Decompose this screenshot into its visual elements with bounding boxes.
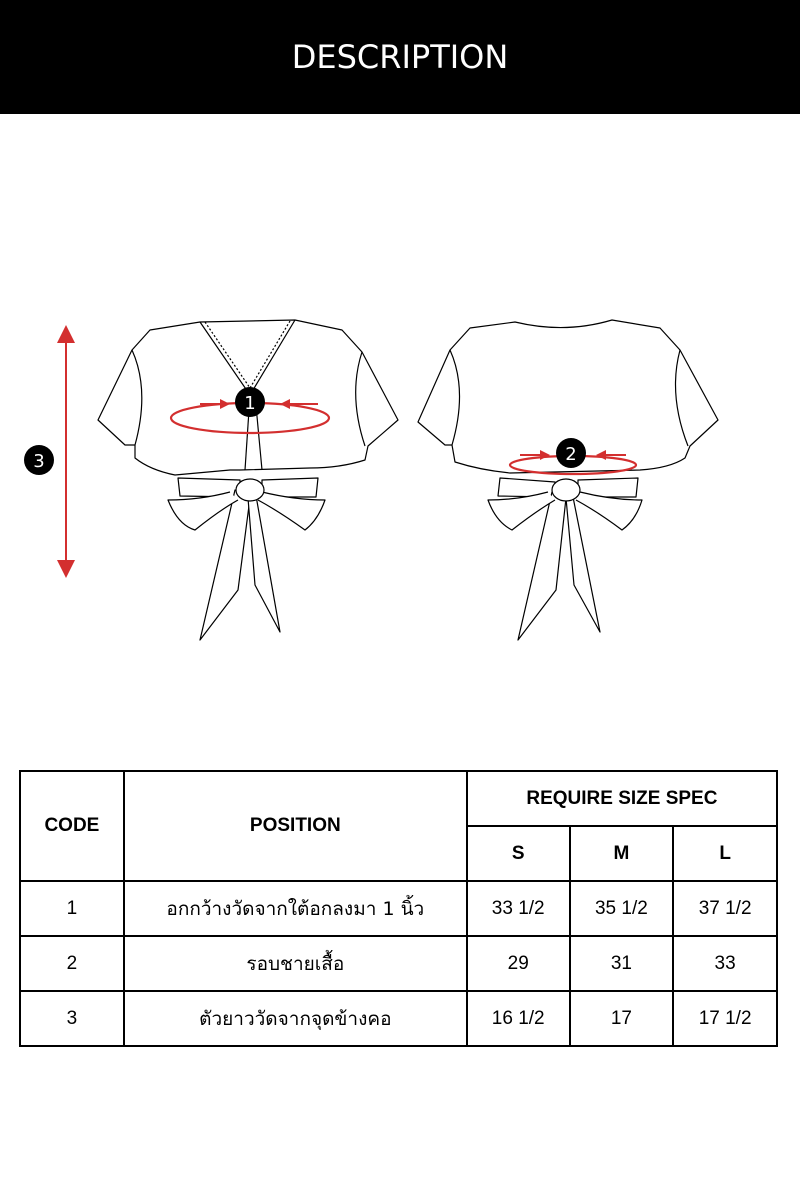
header-size-s: S [467,826,570,881]
row-position: อกกว้างวัดจากใต้อกลงมา 1 นิ้ว [124,881,467,936]
row-code: 1 [20,881,124,936]
row-size-m: 35 1/2 [570,881,674,936]
row-position: ตัวยาววัดจากจุดข้างคอ [124,991,467,1046]
marker-1-label: 1 [244,393,256,414]
front-view-illustration [98,320,398,640]
header-position: POSITION [124,771,467,881]
size-spec-table [19,770,778,1047]
row-code: 2 [20,936,124,991]
row-size-m: 17 [570,991,674,1046]
marker-2-label: 2 [565,444,577,465]
header-size-m: M [570,826,674,881]
row-size-m: 31 [570,936,674,991]
table-row [20,936,777,991]
row-size-s: 29 [467,936,570,991]
row-size-l: 33 [673,936,777,991]
table-row [20,991,777,1046]
header-code: CODE [20,771,124,881]
garment-diagram [0,300,800,660]
row-position: รอบชายเสื้อ [124,936,467,991]
back-view-illustration [418,320,718,640]
row-size-s: 16 1/2 [467,991,570,1046]
page-header [0,0,800,114]
header-size-l: L [673,826,777,881]
page-title: DESCRIPTION [291,38,509,76]
length-measurement [24,325,75,578]
row-code: 3 [20,991,124,1046]
row-size-s: 33 1/2 [467,881,570,936]
row-size-l: 17 1/2 [673,991,777,1046]
table-row [20,881,777,936]
header-size-spec: REQUIRE SIZE SPEC [467,771,777,826]
marker-3-label: 3 [33,451,45,472]
row-size-l: 37 1/2 [673,881,777,936]
